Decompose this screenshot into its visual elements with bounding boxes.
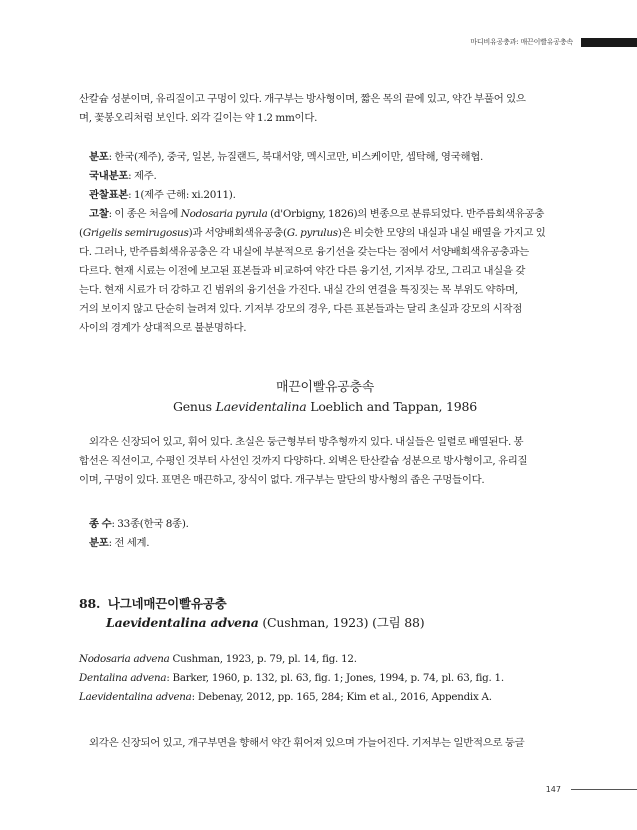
synonym-name: Laevidentalina advena — [79, 691, 192, 703]
distribution-value: : 한국(제주), 중국, 일본, 뉴질랜드, 북대서양, 멕시코만, 비스케이만, 셉탁해, 영국해협. — [108, 151, 484, 163]
remarks-line-1: 고찰: 이 종은 처음에 Nodosaria pyrula (d'Orbigny, 1826)의 변종으로 분류되었다. 반주름회색유공충 — [89, 208, 545, 220]
species-authority: (Cushman, 1923) (그림 88) — [258, 615, 425, 630]
species-count-label: 종 수 — [89, 518, 112, 530]
genus-title-korean: 매끈이빨유공충속 — [275, 380, 375, 395]
specimen-value: : 1(제주 근해: xi.2011). — [128, 189, 236, 201]
species-name-korean: 나그네매끈이빨유공충 — [107, 596, 227, 611]
remarks-line-2: (Grigelis semirugosus)과 서양배회색유공충(G. pyrulus)은 비슷한 모양의 내실과 내실 배열을 가지고 있 — [79, 227, 546, 239]
genus-desc-line-1: 외각은 신장되어 있고, 휘어 있다. 초실은 둥근형부터 방추형까지 있다. 내실들은 일렬로 배열된다. 봉 — [89, 436, 524, 448]
genus-desc-line-2: 합선은 직선이고, 수평인 것부터 사선인 것까지 다양하다. 외벽은 탄산칼슘 성분으로 방사형이고, 유리질 — [79, 455, 528, 467]
page-number: 147 — [545, 785, 561, 794]
remarks-line-3: 다. 그러나, 반주름회색유공충은 각 내실에 부분적으로 융기선을 갖는다는 점에서 서양배회색유공충과는 — [79, 246, 529, 258]
specimen-label: 관찰표본 — [89, 189, 129, 201]
page-footer — [546, 785, 637, 794]
species-heading — [79, 594, 424, 632]
synonym-reference: : Barker, 1960, p. 132, pl. 63, fig. 1; Jones, 1994, p. 74, pl. 63, fig. 1. — [166, 672, 504, 684]
synonym-name: Dentalina advena — [79, 672, 167, 684]
genus-name-italic: Laevidentalina — [215, 399, 307, 414]
genus-distribution-line — [79, 534, 571, 553]
species-name-italic: Grigelis semirugosus — [82, 227, 189, 239]
species-heading-line-2 — [79, 613, 424, 632]
distribution-label: 분포 — [89, 151, 109, 163]
intro-paragraph — [79, 90, 571, 128]
species-number: 88. — [79, 596, 101, 611]
intro-line-2: 며, 꽃봉오리처럼 보인다. 외각 길이는 약 1.2 mm이다. — [79, 112, 318, 124]
distribution-line — [79, 148, 571, 167]
species-description — [79, 734, 571, 753]
domestic-distribution-line — [79, 167, 571, 186]
running-title: 마디비유공충과: 매끈이빨유공충속 — [470, 38, 573, 46]
species-count-line — [79, 515, 571, 534]
genus-distribution-value: : 전 세계. — [108, 537, 150, 549]
genus-distribution-label: 분포 — [89, 537, 109, 549]
species-name-italic: Nodosaria pyrula — [180, 208, 268, 220]
header-bar — [581, 38, 637, 47]
running-header — [470, 36, 637, 48]
domestic-distribution-label: 국내분포 — [89, 170, 129, 182]
domestic-distribution-value: : 제주. — [128, 170, 157, 182]
specimen-line — [79, 186, 571, 205]
synonym-name: Nodosaria advena — [79, 653, 170, 665]
synonym-item — [79, 688, 504, 707]
intro-line-1: 산칼슘 성분이며, 유리질이고 구멍이 있다. 개구부는 방사형이며, 짧은 목의 끝에 있고, 약간 부풀어 있으 — [79, 93, 526, 105]
synonym-item — [79, 669, 504, 688]
species-heading-line-1 — [79, 594, 424, 613]
remarks-label: 고찰 — [89, 208, 109, 220]
genus-desc-line-3: 이며, 구멍이 있다. 표면은 매끈하고, 장식이 없다. 개구부는 말단의 방사형의 좁은 구멍들이다. — [79, 474, 485, 486]
facts-block-1 — [79, 148, 571, 338]
remarks-line-6: 거의 보이지 않고 단순히 늘려져 있다. 기저부 강모의 경우, 다른 표본들과는 달리 초실과 강모의 시작점 — [79, 303, 523, 315]
footer-rule — [571, 789, 637, 790]
species-name-scientific: Laevidentalina advena — [106, 615, 259, 630]
species-count-value: : 33종(한국 8종). — [111, 518, 189, 530]
remarks-line-5: 는다. 현재 시료가 더 강하고 긴 범위의 융기선을 가진다. 내실 간의 연결을 특징짓는 목 부위도 약하며, — [79, 284, 518, 296]
genus-description — [79, 433, 571, 490]
remarks-line-7: 사이의 경계가 상대적으로 불분명하다. — [79, 322, 247, 334]
species-desc-line-1: 외각은 신장되어 있고, 개구부면을 향해서 약간 휘어져 있으며 가늘어진다. 기저부는 일반적으로 둥글 — [89, 737, 525, 749]
synonym-item — [79, 650, 504, 669]
synonymy-list — [79, 650, 504, 707]
synonym-reference: Cushman, 1923, p. 79, pl. 14, fig. 12. — [169, 653, 357, 665]
synonym-reference: : Debenay, 2012, pp. 165, 284; Kim et al., 2016, Appendix A. — [191, 691, 492, 703]
genus-title-english: Genus Laevidentalina Loeblich and Tappan, 1986 — [172, 399, 478, 414]
facts-block-2 — [79, 515, 571, 553]
remarks-line-4: 다르다. 현재 시료는 이전에 보고된 표본들과 비교하여 약간 다른 융기선, 기저부 강모, 그리고 내실을 갖 — [79, 265, 526, 277]
species-name-italic: G. pyrulus — [286, 227, 338, 239]
